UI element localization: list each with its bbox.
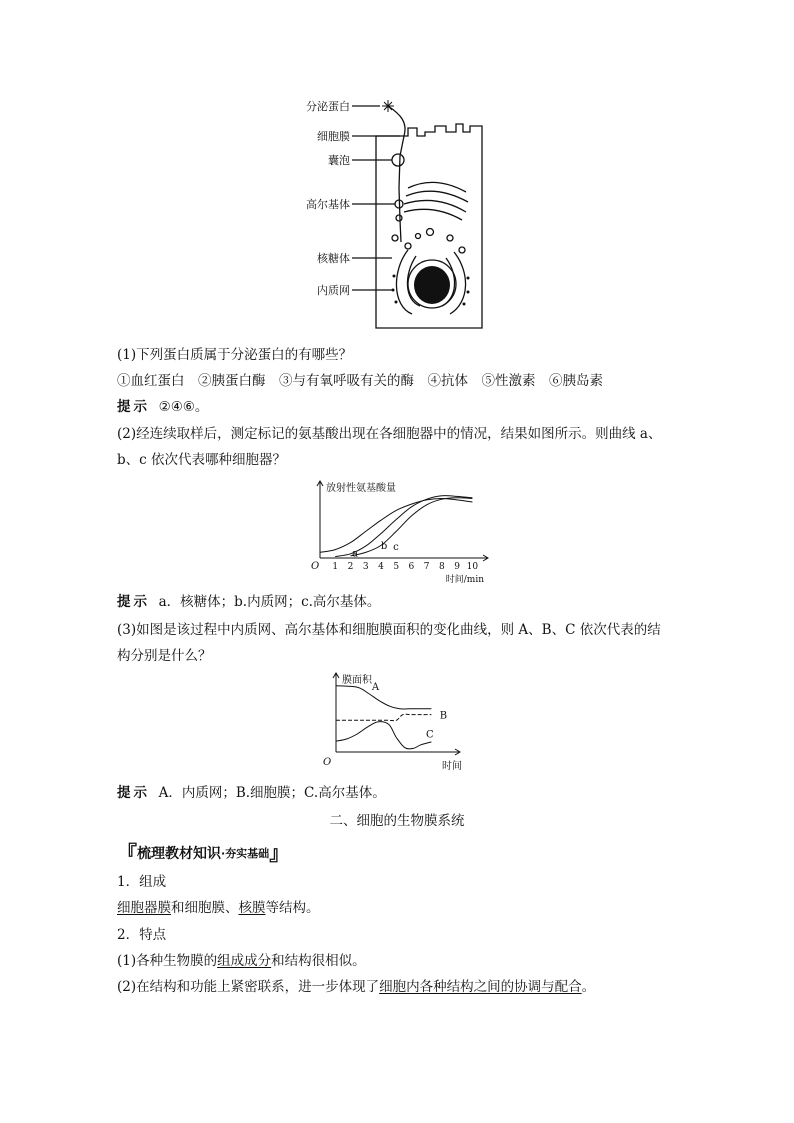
series-label-a: a xyxy=(351,548,358,560)
hint-label: 提示 xyxy=(117,399,150,415)
blank-composition: 组成成分 xyxy=(217,953,272,969)
x-tick-label: 5 xyxy=(393,562,400,572)
series-label-c: c xyxy=(393,542,399,553)
section-banner xyxy=(117,840,289,866)
q1-options: ①血红蛋白 ②胰蛋白酶 ③与有氧呼吸有关的酶 ④抗体 ⑤性激素 ⑥胰岛素 xyxy=(117,373,603,389)
item2-p2-text: (2)在结构和功能上紧密联系，进一步体现了 xyxy=(117,979,380,995)
q3-question-line2: 构分别是什么？ xyxy=(117,648,212,664)
hint-text: ②④⑥。 xyxy=(158,399,209,415)
x-tick-label: 8 xyxy=(439,562,445,572)
x-tick-label: 1 xyxy=(332,562,339,572)
section-heading: 二、细胞的生物膜系统 xyxy=(329,813,465,829)
q1-hint xyxy=(117,397,208,417)
series-line-A xyxy=(336,686,431,709)
x-tick-label: 9 xyxy=(454,562,461,572)
label-secreted-protein: 分泌蛋白 xyxy=(306,100,350,113)
series-label-b: b xyxy=(380,541,388,553)
label-vesicle: 囊泡 xyxy=(328,154,350,167)
label-cell-membrane: 细胞膜 xyxy=(317,130,350,143)
blank-organelle-membrane: 细胞器膜 xyxy=(117,900,171,916)
series-line-B xyxy=(336,714,431,721)
item1-text2: 等结构。 xyxy=(265,900,320,916)
q2-question-line2: b、c 依次代表哪种细胞器？ xyxy=(117,452,286,468)
item2-point2 xyxy=(117,977,595,997)
x-axis-label: 时间 xyxy=(442,761,462,772)
secretory-cell-diagram xyxy=(300,92,500,332)
q3-question-line1: (3)如图是该过程中内质网、高尔基体和细胞膜面积的变化曲线，则 A、B、C 依次代表的结 xyxy=(117,622,661,638)
blank-coordination: 细胞内各种结构之间的协调与配合 xyxy=(379,979,582,995)
q2-question-line1: (2)经连续取样后，测定标记的氨基酸出现在各细胞器中的情况，结果如图所示。则曲线 a、 xyxy=(117,426,662,442)
y-axis-label: 放射性氨基酸量 xyxy=(326,483,396,494)
membrane-area-chart xyxy=(318,670,468,776)
y-axis-label: 膜面积 xyxy=(342,675,372,686)
item2-p1-text: (1)各种生物膜的 xyxy=(117,953,218,969)
x-tick-label: 4 xyxy=(378,562,384,572)
x-axis-label: 时间/min xyxy=(445,575,484,585)
q2-hint xyxy=(117,592,380,612)
label-ribosome: 核糖体 xyxy=(317,252,350,265)
hint-text: a．核糖体；b.内质网；c.高尔基体。 xyxy=(158,594,381,610)
item1-text1: 和细胞膜、 xyxy=(171,900,239,916)
bracket-right: 』 xyxy=(269,841,290,865)
origin-label: O xyxy=(311,561,320,572)
hint-label: 提示 xyxy=(117,594,150,610)
label-er: 内质网 xyxy=(317,284,350,297)
series-label-B: B xyxy=(439,710,448,722)
hint-label: 提示 xyxy=(117,785,150,801)
series-label-C: C xyxy=(425,729,434,741)
banner-dot: · xyxy=(221,846,226,860)
q3-hint xyxy=(117,783,386,803)
x-tick-label: 6 xyxy=(408,562,415,572)
item2-p2-text2: 。 xyxy=(581,979,596,995)
blank-nuclear-membrane: 核膜 xyxy=(238,900,266,916)
hint-text: A．内质网；B.细胞膜；C.高尔基体。 xyxy=(158,785,386,801)
banner-subtitle: 夯实基础 xyxy=(225,847,270,860)
x-tick-label: 2 xyxy=(347,562,354,572)
origin-label: O xyxy=(323,757,332,768)
amino-acid-chart xyxy=(306,478,490,586)
q1-question: (1)下列蛋白质属于分泌蛋白的有哪些？ xyxy=(117,347,353,363)
bracket-left: 『 xyxy=(117,841,137,865)
x-tick-label: 3 xyxy=(362,562,369,572)
x-tick-label: 7 xyxy=(423,562,430,572)
item2-p1-text2: 和结构很相似。 xyxy=(271,953,366,969)
item2-point1 xyxy=(117,951,366,971)
item1-body xyxy=(117,898,320,918)
banner-title: 梳理教材知识 xyxy=(137,846,221,862)
item1-title: 1．组成 xyxy=(117,874,167,890)
item2-title: 2．特点 xyxy=(117,927,167,943)
x-tick-label: 10 xyxy=(466,562,479,572)
series-label-A: A xyxy=(371,681,380,693)
series-line-C xyxy=(336,722,431,749)
label-golgi: 高尔基体 xyxy=(306,198,350,211)
